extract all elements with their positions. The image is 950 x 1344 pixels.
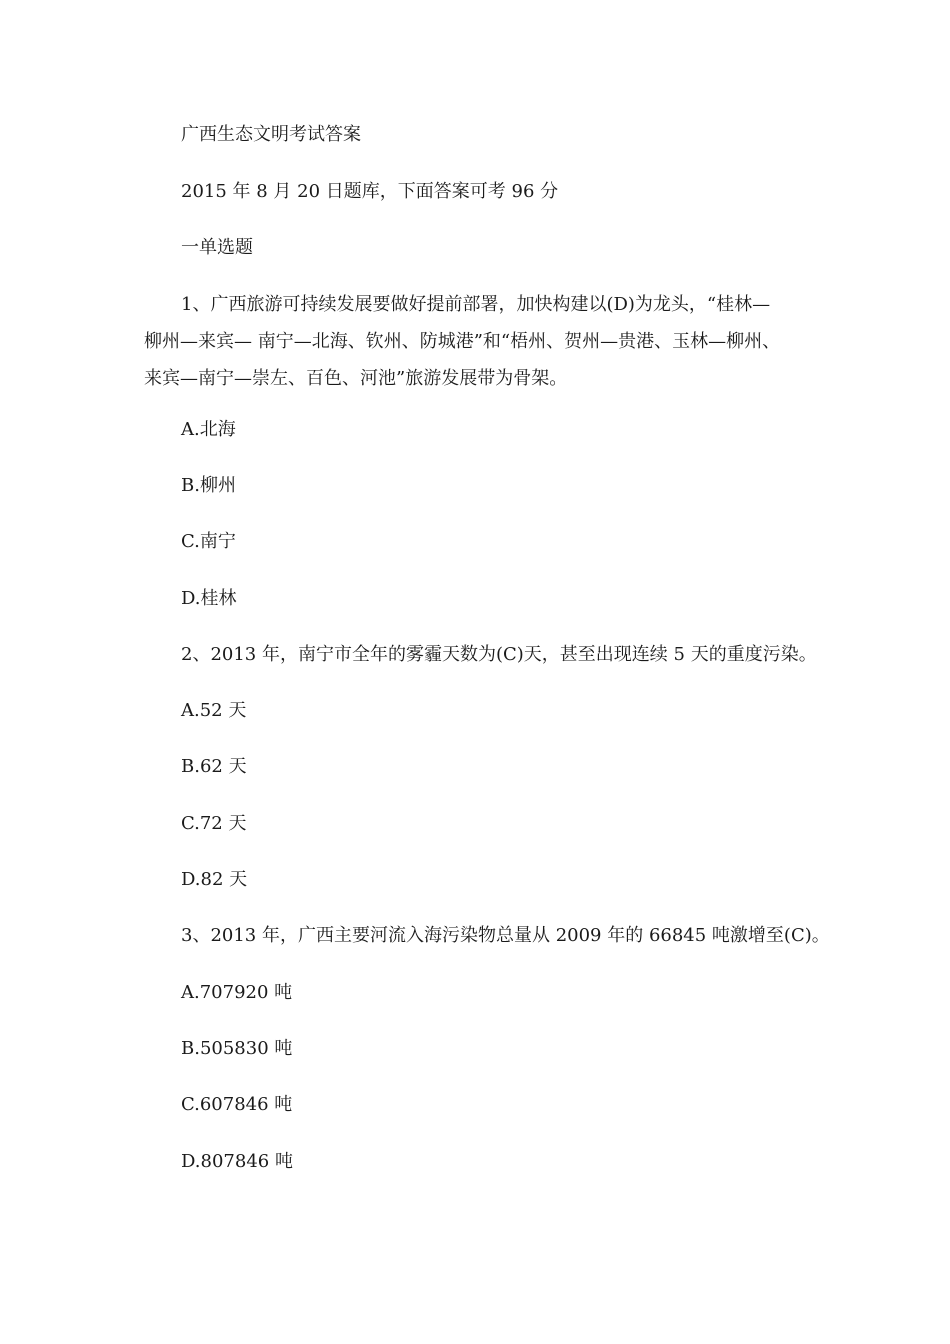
question-1-stem-line-2: 柳州—来宾— 南宁—北海、钦州、防城港”和“梧州、贺州—贵港、玉林—柳州、 (144, 331, 781, 352)
question-1-option-a: A.北海 (181, 419, 236, 440)
question-1-stem-line-3: 来宾—南宁—崇左、百色、河池”旅游发展带为骨架。 (144, 368, 568, 389)
question-2-option-b: B.62 天 (181, 756, 247, 777)
question-3-stem: 3、2013 年，广西主要河流入海污染物总量从 2009 年的 66845 吨激增至(C)。 (181, 925, 830, 946)
document-subtitle: 2015 年 8 月 20 日题库，下面答案可考 96 分 (181, 181, 559, 202)
question-1-option-b: B.柳州 (181, 475, 236, 496)
question-2-option-a: A.52 天 (181, 700, 247, 721)
document-title: 广西生态文明考试答案 (181, 124, 361, 145)
question-3-option-d: D.807846 吨 (181, 1151, 293, 1172)
question-1-option-d: D.桂林 (181, 588, 237, 609)
question-1-stem (144, 286, 812, 397)
question-2-option-d: D.82 天 (181, 869, 248, 890)
question-3-option-b: B.505830 吨 (181, 1038, 293, 1059)
question-1-stem-line-1: 1、广西旅游可持续发展要做好提前部署，加快构建以(D)为龙头，“桂林— (181, 294, 771, 315)
question-1-option-c: C.南宁 (181, 531, 236, 552)
question-2-stem: 2、2013 年，南宁市全年的雾霾天数为(C)天，甚至出现连续 5 天的重度污染。 (181, 644, 817, 665)
question-2-option-c: C.72 天 (181, 813, 247, 834)
question-3-option-c: C.607846 吨 (181, 1094, 293, 1115)
question-3-option-a: A.707920 吨 (181, 982, 293, 1003)
section-heading: 一单选题 (181, 237, 253, 258)
